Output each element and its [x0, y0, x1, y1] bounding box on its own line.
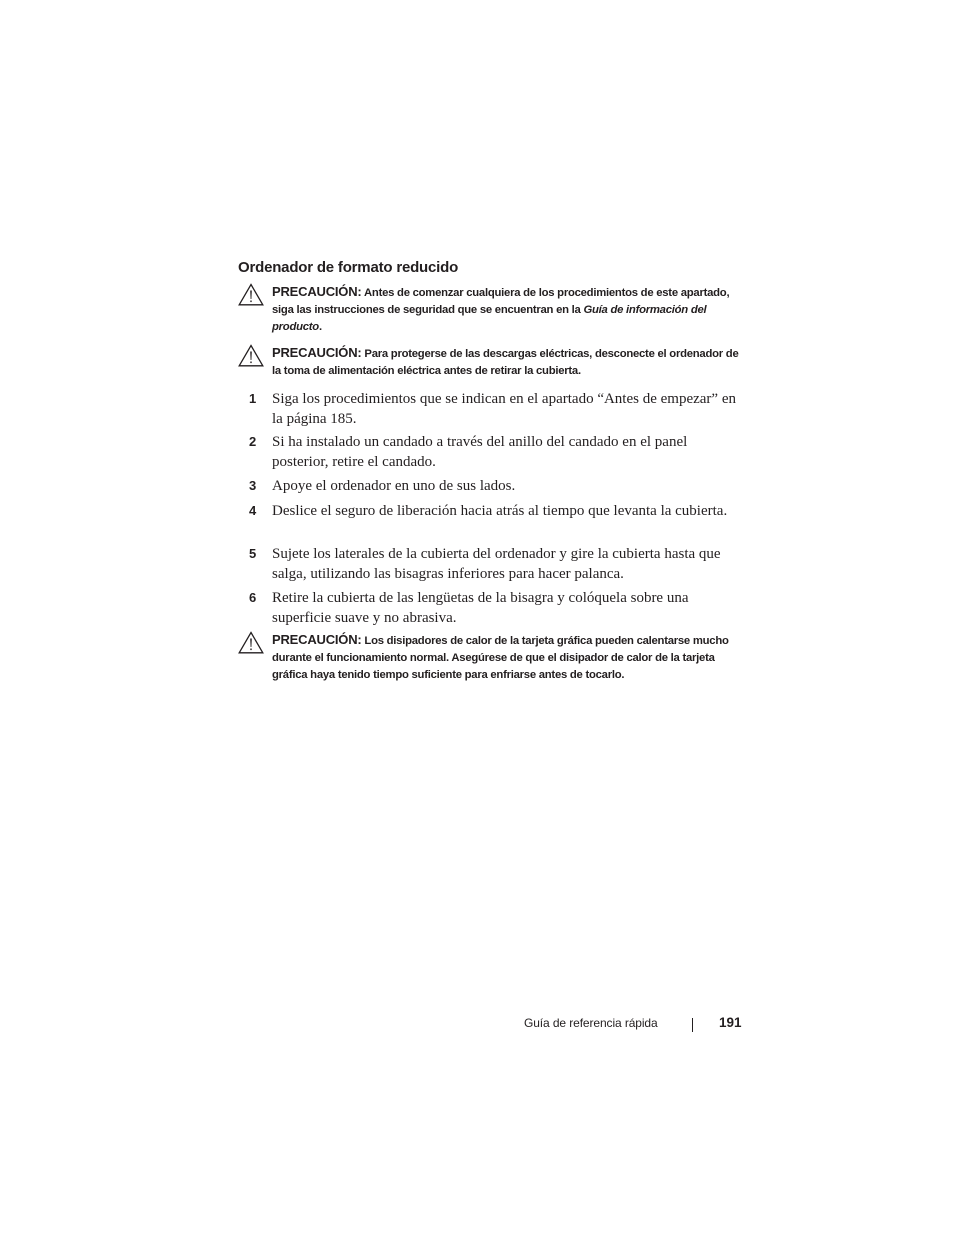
- warning-triangle-icon: [238, 344, 264, 367]
- caution-text: [272, 283, 742, 336]
- step-text: Sujete los laterales de la cubierta del ordenador y gire la cubierta hasta que salga, utilizando las bisagras inferiores para hacer palanca.: [272, 546, 721, 582]
- step-number: 1: [249, 391, 257, 406]
- product-guide-title: Guía de información del producto: [272, 304, 707, 333]
- warning-triangle-icon: [238, 631, 264, 654]
- caution-body: Los disipadores de calor de la tarjeta gráfica pueden calentarse mucho durante el funcionamiento normal. Asegúrese de que el disipador de calor de la tarjeta gráfica haya tenido tiempo suficiente para enfriarse antes de tocarlo.: [272, 635, 729, 681]
- step-text: Deslice el seguro de liberación hacia atrás al tiempo que levanta la cubierta.: [272, 503, 728, 519]
- caution-body: Antes de comenzar cualquiera de los procedimientos de este apartado, siga las instrucciones de seguridad que se encuentran en la: [272, 287, 730, 316]
- caution-label: PRECAUCIÓN:: [272, 632, 362, 647]
- warning-triangle-icon: [238, 283, 264, 306]
- step-number: 2: [249, 434, 257, 449]
- step-text: Retire la cubierta de las lengüetas de la bisagra y colóquela sobre una superficie suave y no abrasiva.: [272, 590, 689, 626]
- step-number: 6: [249, 590, 257, 605]
- footer-divider: [692, 1018, 693, 1032]
- caution-label: PRECAUCIÓN:: [272, 345, 362, 360]
- step-number: 5: [249, 546, 257, 561]
- step-text: Siga los procedimientos que se indican en el apartado “Antes de empezar” en la página 185.: [272, 391, 736, 427]
- section-heading: Ordenador de formato reducido: [238, 259, 459, 276]
- step-text: Si ha instalado un candado a través del anillo del candado en el panel posterior, retire el candado.: [272, 434, 688, 470]
- page-number: 191: [719, 1015, 742, 1030]
- caution-body: Para protegerse de las descargas eléctricas, desconecte el ordenador de la toma de alimentación eléctrica antes de retirar la cubierta.: [272, 348, 739, 377]
- step-number: 3: [249, 478, 257, 493]
- caution-body-end: .: [318, 321, 322, 333]
- caution-label: PRECAUCIÓN:: [272, 284, 362, 299]
- step-text: Apoye el ordenador en uno de sus lados.: [272, 478, 516, 494]
- caution-text: [272, 631, 742, 684]
- footer-label: Guía de referencia rápida: [524, 1016, 658, 1030]
- step-number: 4: [249, 503, 257, 518]
- caution-text: [272, 344, 742, 380]
